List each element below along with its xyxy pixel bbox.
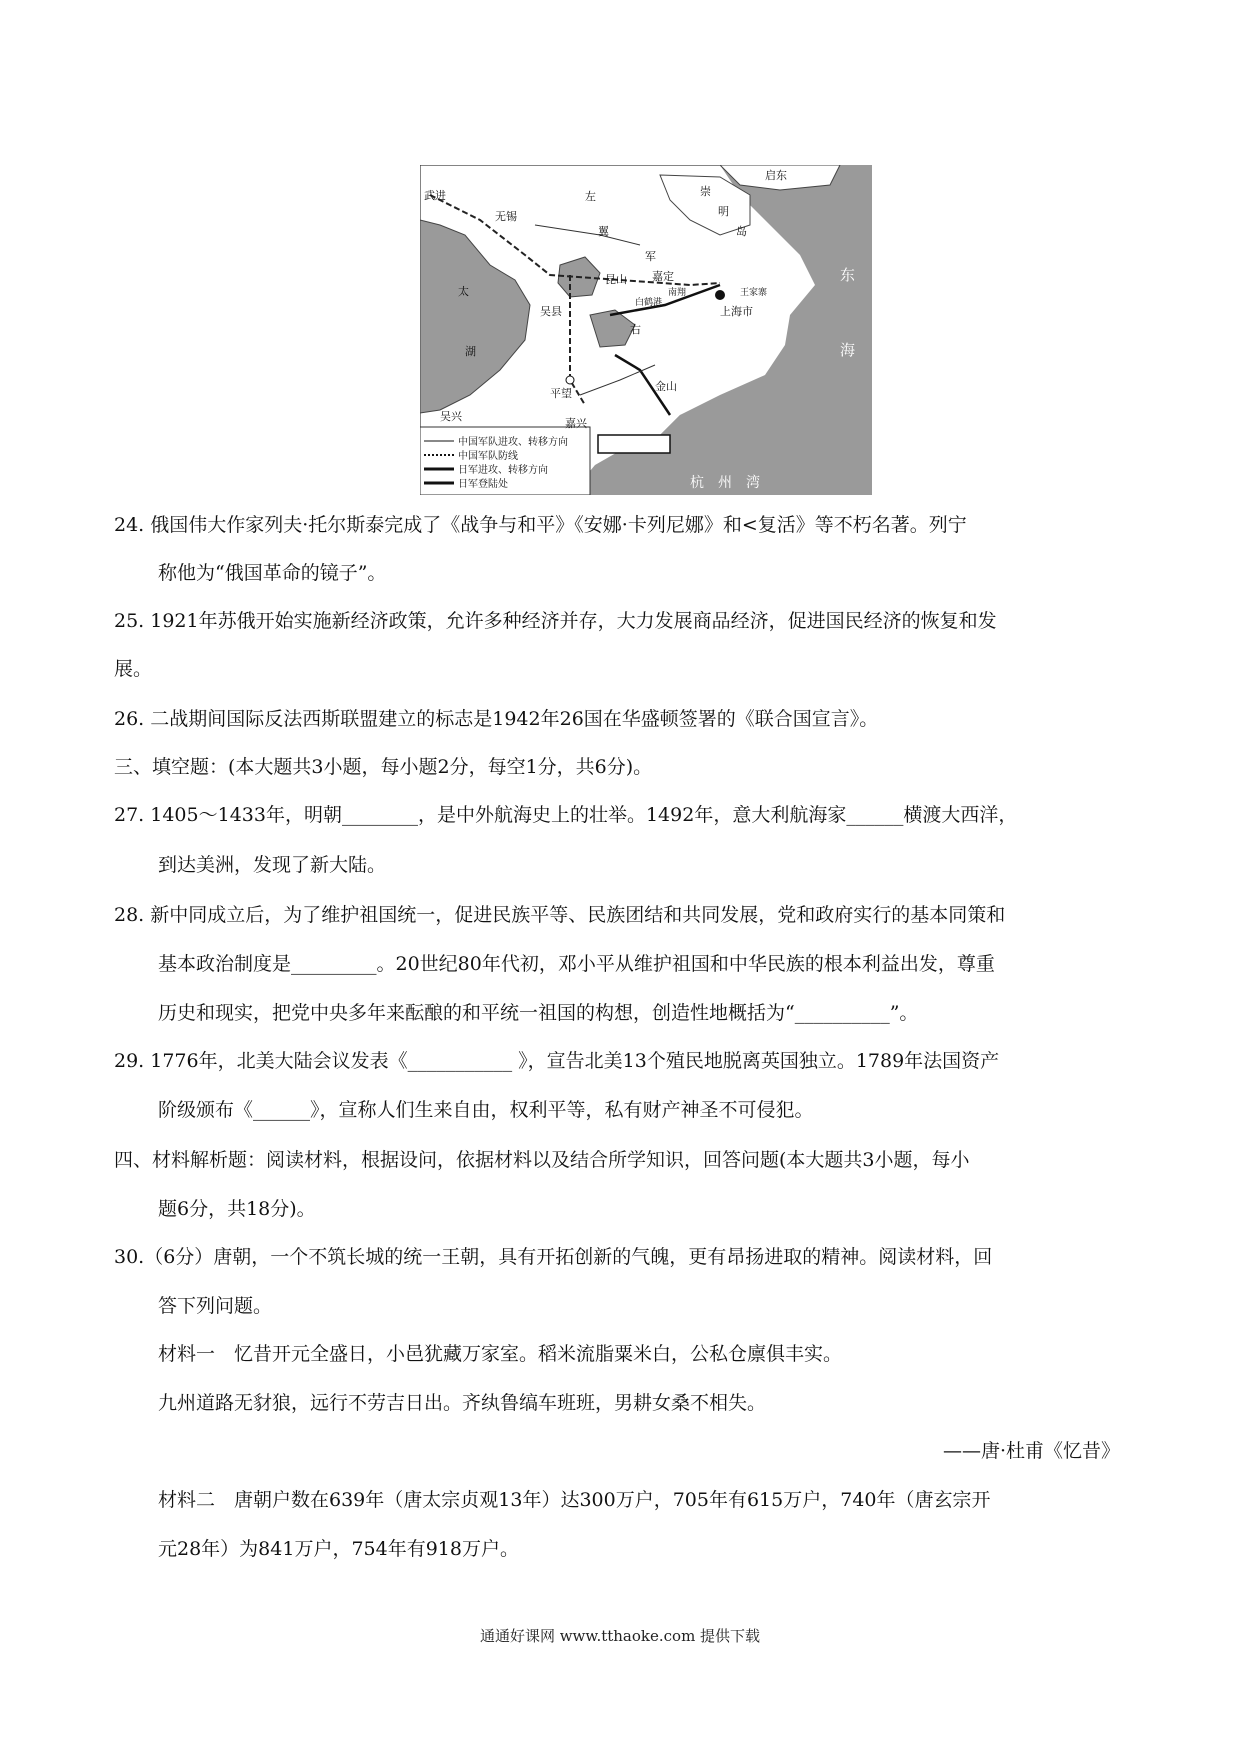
legend-label-1: 中国军队进攻、转移方向 xyxy=(458,437,568,448)
q30-material2-line2: 元28年）为841万户，754年有918万户。 xyxy=(158,1538,519,1560)
section3-heading: 三、填空题：(本大题共3小题，每小题2分，每空1分，共6分)。 xyxy=(114,756,653,778)
q25-line2: 展。 xyxy=(114,658,153,680)
place-jiading: 嘉定 xyxy=(652,270,674,283)
label-tai: 太 xyxy=(458,285,469,298)
label-hu: 湖 xyxy=(465,345,476,358)
legend-label-2: 中国军队防线 xyxy=(458,451,518,462)
place-wuxi: 无锡 xyxy=(495,210,517,223)
page-footer: 通通好课网 www.tthaoke.com 提供下载 xyxy=(479,1627,761,1645)
q26-line1: 26. 二战期间国际反法西斯联盟建立的标志是1942年26国在华盛顿签署的《联合国宣言》。 xyxy=(114,708,879,730)
q29-line1: 29. 1776年，北美大陆会议发表《___________ 》，宣告北美13个殖民地脱离英国独立。1789年法国资产 xyxy=(114,1050,1000,1072)
label-jun: 军 xyxy=(645,250,656,263)
place-jinshan: 金山 xyxy=(655,380,677,393)
q28-line3: 历史和现实，把党中央多年来酝酿的和平统一祖国的构想，创造性地概括为“__________”。 xyxy=(158,1002,919,1024)
label-hai: 海 xyxy=(840,341,856,359)
pingwang-marker xyxy=(566,376,574,384)
label-ming: 明 xyxy=(718,205,729,218)
legend-label-3: 日军进攻、转移方向 xyxy=(458,465,548,476)
label-you: 右 xyxy=(630,323,641,336)
label-zuo: 左 xyxy=(585,190,596,203)
place-wujin: 武进 xyxy=(424,189,446,202)
q28-line1: 28. 新中同成立后，为了维护祖国统一，促进民族平等、民族团结和共同发展，党和政府实行的基本同策和 xyxy=(114,904,1006,926)
q24-line1: 24. 俄国伟大作家列夫·托尔斯泰完成了《战争与和平》《安娜·卡列尼娜》和<复活》等不朽名著。列宁 xyxy=(114,514,967,536)
label-hangzhouwan: 杭 州 湾 xyxy=(690,475,760,491)
place-wangjiazhai: 王家寨 xyxy=(740,288,768,298)
q25-line1: 25. 1921年苏俄开始实施新经济政策，允许多种经济并存，大力发展商品经济，促进国民经济的恢复和发 xyxy=(114,610,997,632)
q30-material1-line1: 材料一 忆昔开元全盛日，小邑犹藏万家室。稻米流脂粟米白，公私仓廪俱丰实。 xyxy=(158,1343,843,1365)
shanghai-marker xyxy=(715,290,725,300)
place-shanghai: 上海市 xyxy=(720,305,753,318)
q27-line1: 27. 1405～1433年，明朝________，是中外航海史上的壮举。1492年，意大利航海家______横渡大西洋， xyxy=(114,804,1018,826)
place-nanxiang: 南翔 xyxy=(668,288,687,298)
label-chong: 崇 xyxy=(700,185,711,198)
q29-line2: 阶级颁布《______》，宣称人们生来自由，权利平等，私有财产神圣不可侵犯。 xyxy=(158,1099,814,1121)
place-qidong: 启东 xyxy=(765,169,787,182)
place-kunshan: 昆山 xyxy=(605,273,627,286)
q30-material1-source: ——唐·杜甫《忆昔》 xyxy=(942,1440,1120,1462)
map-blank-box xyxy=(598,435,670,453)
q27-line2: 到达美洲，发现了新大陆。 xyxy=(158,854,387,876)
place-baihegang: 白鹤港 xyxy=(635,298,663,308)
q30-line1: 30.（6分）唐朝，一个不筑长城的统一王朝，具有开拓创新的气魄，更有昂扬进取的精神。阅读材料，回 xyxy=(114,1246,993,1268)
legend-label-4: 日军登陆处 xyxy=(458,479,508,490)
q30-material2-line1: 材料二 唐朝户数在639年（唐太宗贞观13年）达300万户，705年有615万户，740年（唐玄宗开 xyxy=(158,1489,991,1511)
place-jiaxing: 嘉兴 xyxy=(565,417,587,430)
section4-line2: 题6分，共18分)。 xyxy=(158,1198,316,1220)
q30-material1-line2: 九州道路无豺狼，远行不劳吉日出。齐纨鲁缟车班班，男耕女桑不相失。 xyxy=(158,1392,767,1414)
place-wuxian: 吴县 xyxy=(540,305,562,318)
q28-line2: 基本政治制度是_________。20世纪80年代初，邓小平从维护祖国和中华民族的根本利益出发，尊重 xyxy=(158,953,995,975)
label-dao: 岛 xyxy=(736,225,747,238)
place-pingwang: 平望 xyxy=(550,387,572,400)
label-dong: 东 xyxy=(840,266,856,284)
q30-line2: 答下列问题。 xyxy=(158,1295,273,1317)
place-wuxing: 吴兴 xyxy=(440,410,462,423)
q24-line2: 称他为“俄国革命的镜子”。 xyxy=(158,562,387,584)
section4-line1: 四、材料解析题：阅读材料，根据设问，依据材料以及结合所学知识，回答问题(本大题共3小题，每小 xyxy=(114,1149,970,1171)
battle-map-figure xyxy=(420,165,872,495)
label-yi: 翼 xyxy=(598,225,609,238)
